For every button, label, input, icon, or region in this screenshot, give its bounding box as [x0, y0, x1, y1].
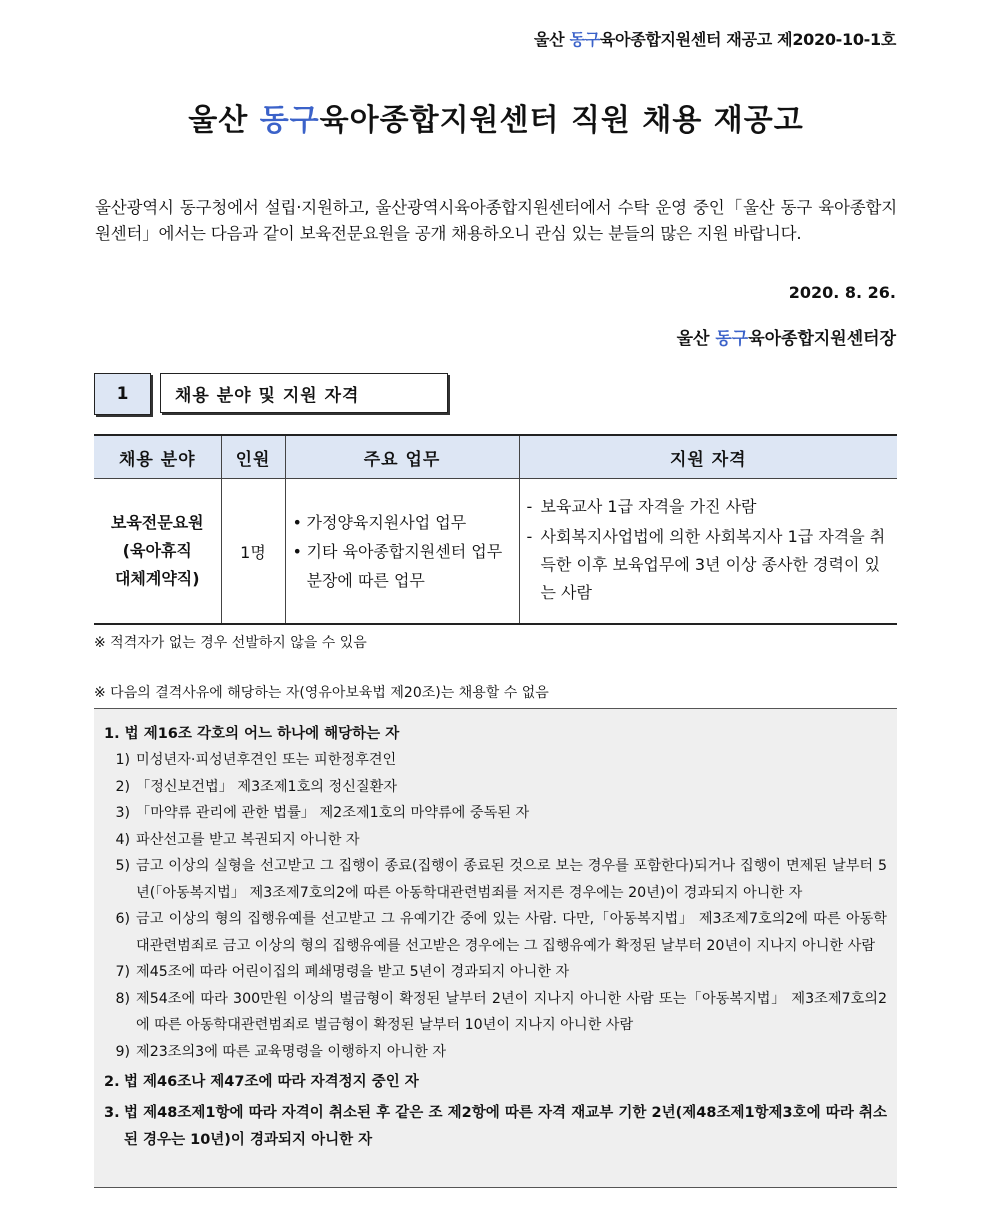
recruitment-table — [94, 434, 897, 625]
disqualification-sub-item — [104, 1039, 887, 1066]
sub-num: 5) — [115, 858, 130, 874]
header-duties: 주요 업무 — [285, 435, 519, 479]
section-title: 채용 분야 및 지원 자격 — [160, 373, 448, 413]
duty-item: • 기타 육아종합지원센터 업무분장에 따른 업무 — [293, 537, 512, 595]
header-qualifications: 지원 자격 — [519, 435, 897, 479]
sub-text: 제23조의3에 따른 교육명령을 이행하지 아니한 자 — [136, 1043, 447, 1060]
sub-num: 4) — [115, 831, 130, 848]
signer-prefix: 울산 — [676, 329, 716, 349]
title-suffix: 육아종합지원센터 직원 채용 재공고 — [319, 103, 804, 138]
header-field: 채용 분야 — [94, 435, 221, 479]
header-count: 인원 — [221, 435, 285, 479]
sub-text: 「정신보건법」 제3조제1호의 정신질환자 — [136, 778, 398, 795]
disqualification-item-2 — [104, 1069, 887, 1096]
item-num: 2. — [104, 1074, 120, 1090]
sub-text: 미성년자·피성년후견인 또는 피한정후견인 — [136, 752, 397, 768]
field-line: (육아휴직 — [122, 541, 192, 560]
item-num: 3. — [104, 1105, 120, 1121]
intro-paragraph: 울산광역시 동구청에서 설립·지원하고, 울산광역시육아종합지원센터에서 수탁 운영 중인「울산 동구 육아종합지원센터」에서는 다음과 같이 보육전문요원을 공개 채용하오니 관심 있는 분들의 많은 지원 바랍니다. — [95, 198, 897, 243]
note-no-candidate: ※ 적격자가 없는 경우 선발하지 않을 수 있음 — [94, 635, 367, 651]
sub-num: 9) — [115, 1043, 130, 1060]
table-row — [94, 479, 897, 625]
signer-district: 동구 — [715, 329, 749, 349]
field-line: 대체계약직) — [114, 569, 200, 588]
sub-text: 제45조에 따라 어린이집의 폐쇄명령을 받고 5년이 경과되지 아니한 자 — [136, 964, 570, 980]
section-number: 1 — [94, 373, 151, 415]
sub-num: 6) — [115, 911, 130, 927]
disqualification-sub-item — [104, 774, 887, 801]
disqualification-sub-item — [104, 800, 887, 827]
sub-num: 1) — [115, 752, 130, 768]
cell-count: 1명 — [221, 479, 285, 625]
notice-prefix: 울산 — [534, 30, 570, 49]
field-line: 보육전문요원 — [110, 513, 204, 532]
cell-qualifications — [519, 479, 897, 625]
sub-num: 2) — [115, 778, 130, 795]
sub-text: 금고 이상의 실형을 선고받고 그 집행이 종료(집행이 종료된 것으로 보는 경우를 포함한다)되거나 집행이 면제된 날부터 5년(「아동복지법」 제3조제7호의2에 따른 아동학대관련범죄를 저지른 경우에는 20년)이 경과되지 아니한 자 — [136, 858, 887, 901]
item-text: 법 제46조나 제47조에 따라 자격정지 중인 자 — [124, 1074, 419, 1090]
cell-duties — [285, 479, 519, 625]
item-text: 법 제48조제1항에 따라 자격이 취소된 후 같은 조 제2항에 따른 자격 재교부 기한 2년(제48조제1항제3호에 따라 취소된 경우는 10년)이 경과되지 아니한 자 — [124, 1105, 887, 1148]
disqualification-sub-item — [104, 747, 887, 774]
sub-num: 7) — [115, 964, 130, 980]
cell-field — [94, 479, 221, 625]
notice-number — [534, 27, 896, 50]
title-prefix: 울산 — [188, 103, 260, 138]
disqualification-sub-item — [104, 853, 887, 906]
sub-text: 금고 이상의 형의 집행유예를 선고받고 그 유예기간 중에 있는 사람. 다만,「아동복지법」 제3조제7호의2에 따른 아동학대관련범죄로 금고 이상의 형의 집행유예를 선고받은 경우에는 그 집행유예가 확정된 날부터 20년이 지나지 아니한 사람 — [136, 911, 887, 954]
duty-item: • 가정양육지원사업 업무 — [293, 508, 512, 537]
disqualification-sub-item — [104, 986, 887, 1039]
notice-district: 동구 — [569, 30, 600, 49]
signer — [677, 324, 896, 349]
table-header-row — [94, 435, 897, 479]
notice-suffix: 육아종합지원센터 재공고 제2020-10-1호 — [599, 30, 896, 49]
disqualification-item-3 — [104, 1100, 887, 1154]
qualification-item: - 사회복지사업법에 의한 사회복지사 1급 자격을 취득한 이후 보육업무에 3년 이상 종사한 경력이 있는 사람 — [527, 523, 891, 607]
qualification-item: - 보육교사 1급 자격을 가진 사람 — [527, 493, 891, 521]
sub-text: 제54조에 따라 300만원 이상의 벌금형이 확정된 날부터 2년이 지나지 아니한 사람 또는「아동복지법」 제3조제7호의2에 따른 아동학대관련범죄로 벌금형이 확정된 날부터 10년이 지나지 아니한 사람 — [136, 990, 887, 1033]
sub-text: 파산선고를 받고 복권되지 아니한 자 — [136, 831, 360, 848]
sub-text: 「마약류 관리에 관한 법률」 제2조제1호의 마약류에 중독된 자 — [136, 805, 530, 821]
disqualification-sub-item — [104, 906, 887, 959]
disqualification-item-1-title: 1. 법 제16조 각호의 어느 하나에 해당하는 자 — [104, 726, 400, 742]
sub-num: 8) — [115, 990, 130, 1007]
announcement-date: 2020. 8. 26. — [788, 283, 896, 302]
signer-suffix: 육아종합지원센터장 — [748, 329, 896, 349]
title-district: 동구 — [259, 103, 320, 138]
sub-num: 3) — [115, 805, 130, 821]
disqualification-box — [94, 708, 897, 1188]
disqualification-sub-item — [104, 827, 887, 854]
disqualification-sub-item — [104, 959, 887, 986]
page-title — [0, 95, 992, 139]
note-disqualification: ※ 다음의 결격사유에 해당하는 자(영유아보육법 제20조)는 채용할 수 없음 — [94, 685, 549, 701]
